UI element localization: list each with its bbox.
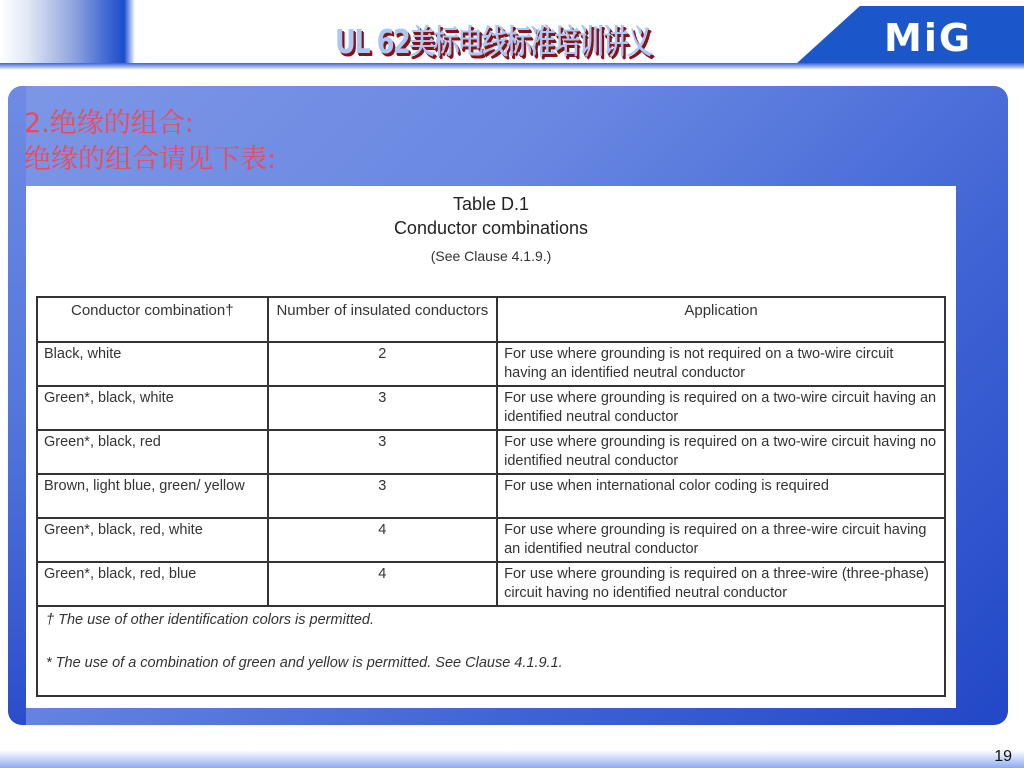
table-label: Table D.1 (452, 194, 530, 214)
table-footnote-row (37, 606, 945, 696)
table-row (37, 474, 945, 518)
count-cell: 2 (268, 342, 498, 386)
combination-cell: Brown, light blue, green/ yellow (37, 474, 268, 518)
combination-cell: Green*, black, red, white (37, 518, 268, 562)
table-row (37, 562, 945, 606)
heading-line-2: 绝缘的组合请见下表: (24, 144, 277, 175)
count-cell: 4 (268, 518, 498, 562)
page-number: 19 (994, 748, 1012, 765)
table-row (37, 386, 945, 430)
combination-cell: Green*, black, red (37, 430, 268, 474)
count-cell: 3 (268, 474, 498, 518)
footer-band (0, 750, 1024, 768)
count-cell: 4 (268, 562, 498, 606)
column-header: Number of insulated conductors (268, 297, 498, 342)
column-header: Application (497, 297, 945, 342)
footnote-dagger: † The use of other identification colors is permitted. (46, 612, 375, 628)
application-cell: For use where grounding is not required on a two-wire circuit having an identified neutral conductor (497, 342, 945, 386)
application-cell: For use where grounding is required on a two-wire circuit having no identified neutral conductor (497, 430, 945, 474)
clause-reference: (See Clause 4.1.9.) (430, 248, 552, 264)
count-cell: 3 (268, 430, 498, 474)
footnote-asterisk: * The use of a combination of green and yellow is permitted. See Clause 4.1.9.1. (46, 655, 563, 671)
document-image (26, 186, 956, 708)
header-divider (0, 63, 1024, 69)
count-cell: 3 (268, 386, 498, 430)
slide-title: UL 62美标电线标准培训讲义 (335, 22, 652, 61)
heading-line-1: 2.绝缘的组合: (24, 108, 194, 139)
combination-cell: Black, white (37, 342, 268, 386)
table-row (37, 430, 945, 474)
combination-cell: Green*, black, red, blue (37, 562, 268, 606)
application-cell: For use where grounding is required on a two-wire circuit having an identified neutral conductor (497, 386, 945, 430)
application-cell: For use when international color coding is required (497, 474, 945, 518)
table-header-row (37, 297, 945, 342)
panel-left-strip (8, 86, 26, 725)
company-logo: MiG (884, 16, 973, 60)
conductor-combinations-table (36, 296, 946, 697)
table-row (37, 518, 945, 562)
table-row (37, 342, 945, 386)
application-cell: For use where grounding is required on a three-wire circuit having an identified neutral conductor (497, 518, 945, 562)
section-heading (24, 106, 276, 178)
footnotes-cell (37, 606, 945, 696)
header-gradient-block (0, 0, 135, 64)
combination-cell: Green*, black, white (37, 386, 268, 430)
slide-header (0, 0, 1024, 72)
application-cell: For use where grounding is required on a three-wire (three-phase) circuit having no identified neutral conductor (497, 562, 945, 606)
table-title: Conductor combinations (393, 218, 589, 238)
column-header: Conductor combination† (37, 297, 268, 342)
